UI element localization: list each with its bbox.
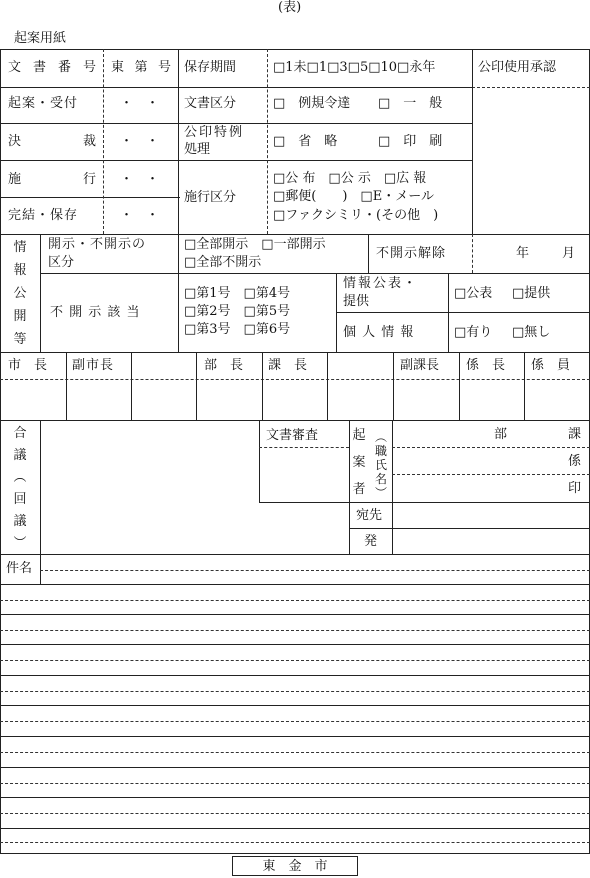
approval-chief: 係 長	[466, 358, 506, 373]
drafter-section-label: 課	[568, 427, 582, 442]
page-side-label: (表)	[278, 0, 302, 15]
drafter-label: 起 案 者	[352, 428, 366, 497]
doc-review-label: 文書審査	[266, 428, 319, 443]
retention-options[interactable]: □1未□1□3□5□10□永年	[273, 60, 436, 75]
completion-label: 完結・保存	[8, 208, 79, 223]
decision-label: 決 裁	[8, 134, 96, 149]
doc-class-label: 文書区分	[184, 96, 237, 111]
approval-dept-head: 部 長	[204, 358, 244, 373]
seal-option-print[interactable]: □ 印 刷	[378, 134, 443, 149]
publication-label-1: 情報公表・	[343, 276, 419, 291]
draft-date[interactable]: ・ ・	[120, 96, 160, 111]
seal-special-label-2: 処理	[184, 142, 211, 157]
disclosure-option-line2[interactable]: □全部不開示	[184, 255, 262, 270]
drafter-position-name-label: ︵ 職 氏 名 ︶	[374, 430, 387, 500]
approval-section-head: 課 長	[268, 358, 308, 373]
addressee-label: 宛先	[356, 508, 383, 523]
doc-class-option-rules[interactable]: □ 例規令達	[273, 96, 351, 111]
execution-date[interactable]: ・ ・	[120, 172, 160, 187]
consultation-vertical-label: 合 議 ︵ 回 議 ︶	[13, 426, 27, 551]
issuer-number-label: 東 第 号	[111, 60, 171, 75]
info-disclosure-vertical-label: 情 報 公 開 等	[13, 240, 27, 347]
form-outer-border	[0, 49, 590, 854]
disclosure-class-label-2: 区分	[48, 255, 75, 270]
decision-date[interactable]: ・ ・	[120, 134, 160, 149]
draft-received-label: 起案・受付	[8, 96, 79, 111]
article-options-line1[interactable]: □第1号 □第4号	[184, 286, 291, 301]
article-options-line3[interactable]: □第3号 □第6号	[184, 322, 291, 337]
personal-info-label: 個 人 情 報	[343, 325, 415, 340]
publication-label-2: 提供	[343, 294, 370, 309]
footer-city-name: 東 金 市	[262, 859, 328, 874]
publication-option-provide[interactable]: □提供	[512, 286, 551, 301]
disclosure-class-label-1: 開示・不開示の	[48, 237, 147, 252]
retention-period-label: 保存期間	[184, 60, 237, 75]
approval-deputy-section-head: 副課長	[400, 358, 440, 373]
nondisclosure-label: 不 開 示 該 当	[50, 305, 141, 320]
personal-option-yes[interactable]: □有り	[454, 325, 493, 340]
disclosure-option-line1[interactable]: □全部開示 □一部開示	[184, 237, 326, 252]
execution-option-line1[interactable]: □公 布 □公 示 □広 報	[273, 171, 427, 186]
execution-label: 施 行	[8, 172, 96, 187]
drafter-staff-label: 係	[568, 454, 582, 469]
approval-mayor: 市 長	[8, 358, 48, 373]
execution-option-line3[interactable]: □ファクシミリ・(その他 )	[273, 208, 439, 223]
month-label: 月	[562, 246, 576, 261]
disclosure-cancel-label: 不開示解除	[376, 246, 447, 261]
sender-label: 発	[364, 534, 378, 549]
approval-staff: 係 員	[531, 358, 571, 373]
doc-class-option-general[interactable]: □ 一 般	[378, 96, 443, 111]
subject-label: 件名	[6, 561, 33, 576]
seal-special-label-1: 公印特例	[184, 125, 245, 140]
doc-number-label: 文 書 番 号	[8, 60, 96, 75]
year-label: 年	[516, 246, 530, 261]
drafter-dept-label: 部	[494, 427, 508, 442]
execution-option-line2[interactable]: □郵便( ) □E・メール	[273, 189, 434, 204]
approval-deputy-mayor: 副市長	[72, 358, 115, 373]
drafter-seal-label: 印	[568, 481, 582, 496]
execution-class-label: 施行区分	[184, 190, 237, 205]
publication-option-publish[interactable]: □公表	[454, 286, 493, 301]
seal-approval-label: 公印使用承認	[478, 60, 557, 75]
personal-option-no[interactable]: □無し	[512, 325, 551, 340]
form-title: 起案用紙	[14, 31, 67, 46]
completion-date[interactable]: ・ ・	[120, 208, 160, 223]
seal-option-omit[interactable]: □ 省 略	[273, 134, 338, 149]
article-options-line2[interactable]: □第2号 □第5号	[184, 304, 291, 319]
